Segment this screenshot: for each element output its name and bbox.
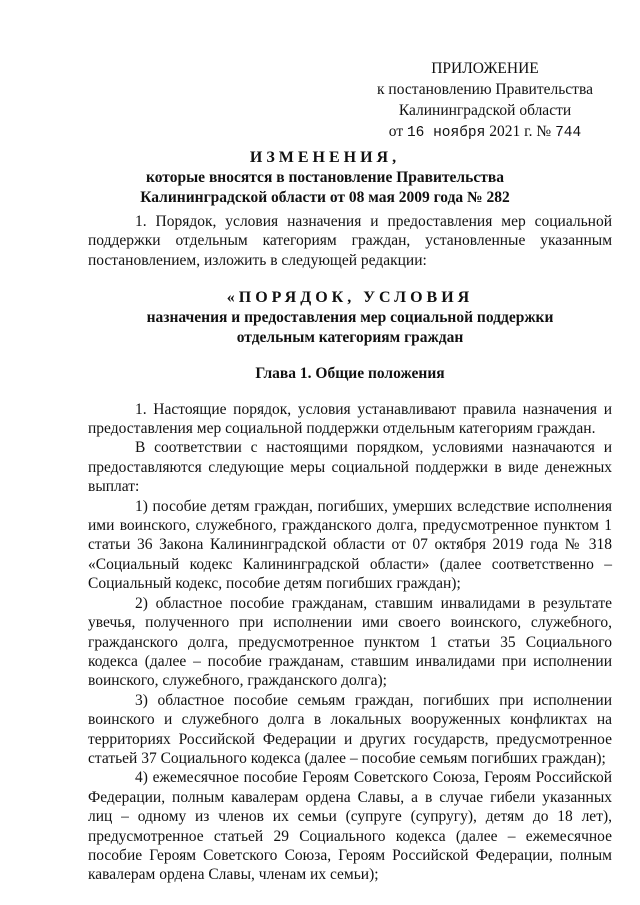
appendix-region-line: Калининградской области	[398, 102, 572, 119]
changes-subtitle-line1: которые вносятся в постановление Правительства	[146, 169, 504, 186]
date-value: 16 ноября	[406, 125, 486, 141]
changes-title-block	[90, 148, 560, 208]
paragraph: В соответствии с настоящими порядком, условиями назначаются и предоставляются следующие меры социальной поддержки в виде денежных выплат:	[88, 439, 612, 496]
changes-title: ИЗМЕНЕНИЯ,	[249, 149, 401, 166]
changes-subtitle-line2: Калининградской области от 08 мая 2009 года № 282	[140, 189, 510, 206]
order-subtitle-line1: назначения и предоставления мер социальной поддержки	[146, 309, 554, 327]
paragraph: 3) областное пособие семьям граждан, погибших при исполнении воинского и служебного долга в локальных вооруженных конфликтах на территориях Российской Федерации и других государств, предусмотренное статьей 37 Социального кодекса (далее – пособие семьям погибших граждан);	[88, 691, 612, 767]
paragraph: 1) пособие детям граждан, погибших, умерших вследствие исполнения ими воинского, служебного, гражданского долга, предусмотренное пунктом 1 статьи 36 Закона Калининградской области от 07 октября 2019 года № 318 «Социальный кодекс Калининградской области» (далее соответственно – Социальный кодекс, пособие детям погибших граждан);	[88, 497, 612, 593]
order-subtitle-line2: отдельным категориям граждан	[236, 329, 464, 347]
appendix-heading: ПРИЛОЖЕНИЕ	[431, 60, 539, 77]
appendix-block	[360, 58, 610, 144]
paragraph: 4) ежемесячное пособие Героям Советского Союза, Героям Российской Федерации, полным кавалерам ордена Славы, а в случае гибели указанных лиц – одному из членов их семьи (супруге (супругу), детям до 18 лет), предусмотренное статьей 29 Социального кодекса (далее – ежемесячное пособие Героям Советского Союза, Героям Российской Федерации, полным кавалерам ордена Славы, членам их семьи);	[88, 769, 612, 884]
chapter-title: Глава 1. Общие положения	[255, 365, 445, 383]
paragraph: 1. Настоящие порядок, условия устанавливают правила назначения и предоставления мер социальной поддержки отдельным категориям граждан.	[88, 400, 612, 438]
appendix-resolution-line: к постановлению Правительства	[377, 81, 593, 98]
intro-paragraph: 1. Порядок, условия назначения и предоставления мер социальной поддержки отдельным категориям граждан, установленные указанным постановлением, изложить в следующей редакции:	[88, 213, 612, 269]
appendix-date-line	[360, 121, 610, 144]
document-number: 744	[555, 125, 582, 141]
paragraph: 2) областное пособие гражданам, ставшим инвалидами в результате увечья, полученного при исполнении ими своего воинского, служебного, гражданского долга, предусмотренное пунктом 1 статьи 35 Социального кодекса (далее – пособие гражданам, ставшим инвалидами при исполнении воинского, служебного, гражданского долга);	[88, 594, 612, 690]
date-prefix: от	[388, 123, 404, 140]
document-body	[88, 212, 612, 885]
order-title: «ПОРЯДОК, УСЛОВИЯ	[226, 289, 474, 307]
date-year: 2021 г. №	[489, 123, 552, 140]
